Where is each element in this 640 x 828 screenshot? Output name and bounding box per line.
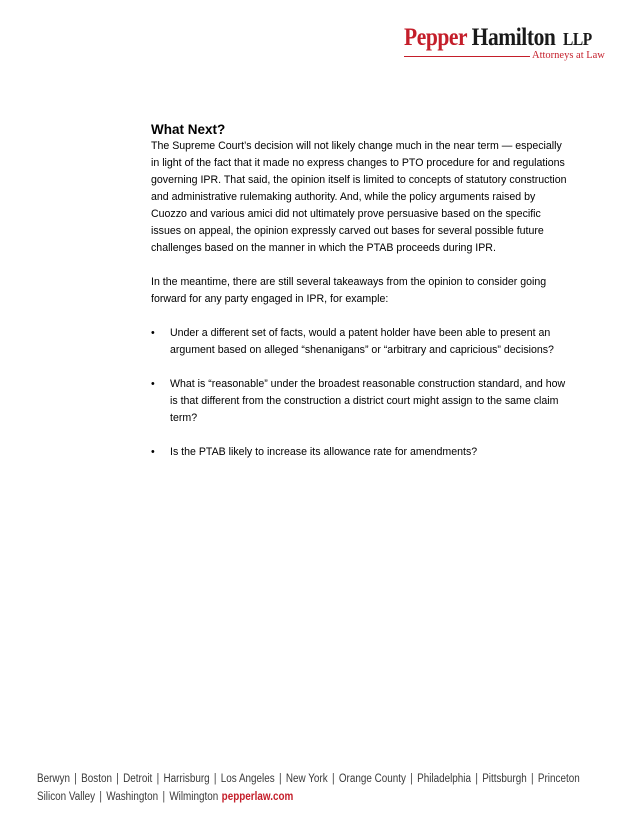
- separator: |: [475, 773, 478, 785]
- logo-wordmark: [404, 24, 592, 53]
- office-name: Silicon Valley: [37, 791, 96, 803]
- firm-logo: [404, 24, 604, 68]
- section-heading: What Next?: [151, 122, 226, 137]
- office-name: Washington: [106, 791, 159, 803]
- list-item: [151, 325, 571, 359]
- logo-name-hamilton: Hamilton: [471, 24, 556, 51]
- separator: |: [99, 791, 102, 803]
- paragraph: The Supreme Court’s decision will not likely change much in the near term — especially in light of the fact that it made no express changes to PTO procedure for and regulations governing IPR. That said, the opinion itself is limited to concepts of statutory construction and administrative rulemaking authority. And, while the policy arguments raised by Cuozzo and various amici did not ultimately prove persuasive based on the specific issues on appeal, the opinion expressly carved out bases for several possible future challenges based on the manner in which the PTAB proceeds during IPR.: [151, 140, 567, 254]
- separator: |: [531, 773, 534, 785]
- list-item-text: Is the PTAB likely to increase its allowance rate for amendments?: [170, 446, 478, 458]
- separator: |: [116, 773, 119, 785]
- separator: |: [213, 773, 217, 785]
- list-item-text: What is “reasonable” under the broadest reasonable construction standard, and how is that different from the construction a district court might assign to the same claim term?: [170, 378, 566, 424]
- article-body: [151, 121, 571, 478]
- separator: |: [74, 773, 77, 785]
- office-name: Orange County: [338, 773, 406, 785]
- office-name: Detroit: [123, 773, 153, 785]
- office-name: New York: [285, 773, 328, 785]
- bullet-icon: •: [151, 378, 155, 390]
- bullet-icon: •: [151, 327, 155, 339]
- logo-name-pepper: Pepper: [404, 24, 467, 51]
- logo-tagline: Attorneys at Law: [532, 50, 605, 61]
- separator: |: [331, 773, 335, 785]
- list-item: [151, 444, 571, 461]
- office-name: Pittsburgh: [482, 773, 527, 785]
- office-name: Harrisburg: [163, 773, 210, 785]
- separator: |: [162, 791, 166, 803]
- bullet-icon: •: [151, 446, 155, 458]
- logo-rule: [404, 56, 530, 57]
- footer-office-line: [37, 770, 580, 788]
- office-name: Wilmington: [169, 791, 219, 803]
- separator: |: [279, 773, 282, 785]
- separator: |: [410, 773, 413, 785]
- footer-offices: [37, 770, 612, 806]
- list-item-text: Under a different set of facts, would a patent holder have been able to present an argument based on alleged “shenanigans” or “arbitrary and capricious” decisions?: [170, 327, 554, 356]
- logo-suffix: LLP: [562, 29, 592, 49]
- takeaways-list: [151, 325, 571, 461]
- paragraph: In the meantime, there are still several takeaways from the opinion to consider going forward for any party engaged in IPR, for example:: [151, 276, 547, 305]
- office-name: Boston: [81, 773, 112, 785]
- list-item: [151, 376, 571, 427]
- footer-office-line: [37, 788, 532, 806]
- office-name: Philadelphia: [417, 773, 472, 785]
- office-name: Berwyn: [37, 773, 70, 785]
- separator: |: [156, 773, 160, 785]
- office-name: Princeton: [537, 773, 580, 785]
- office-name: Los Angeles: [220, 773, 275, 785]
- website-link[interactable]: pepperlaw.com: [221, 791, 294, 803]
